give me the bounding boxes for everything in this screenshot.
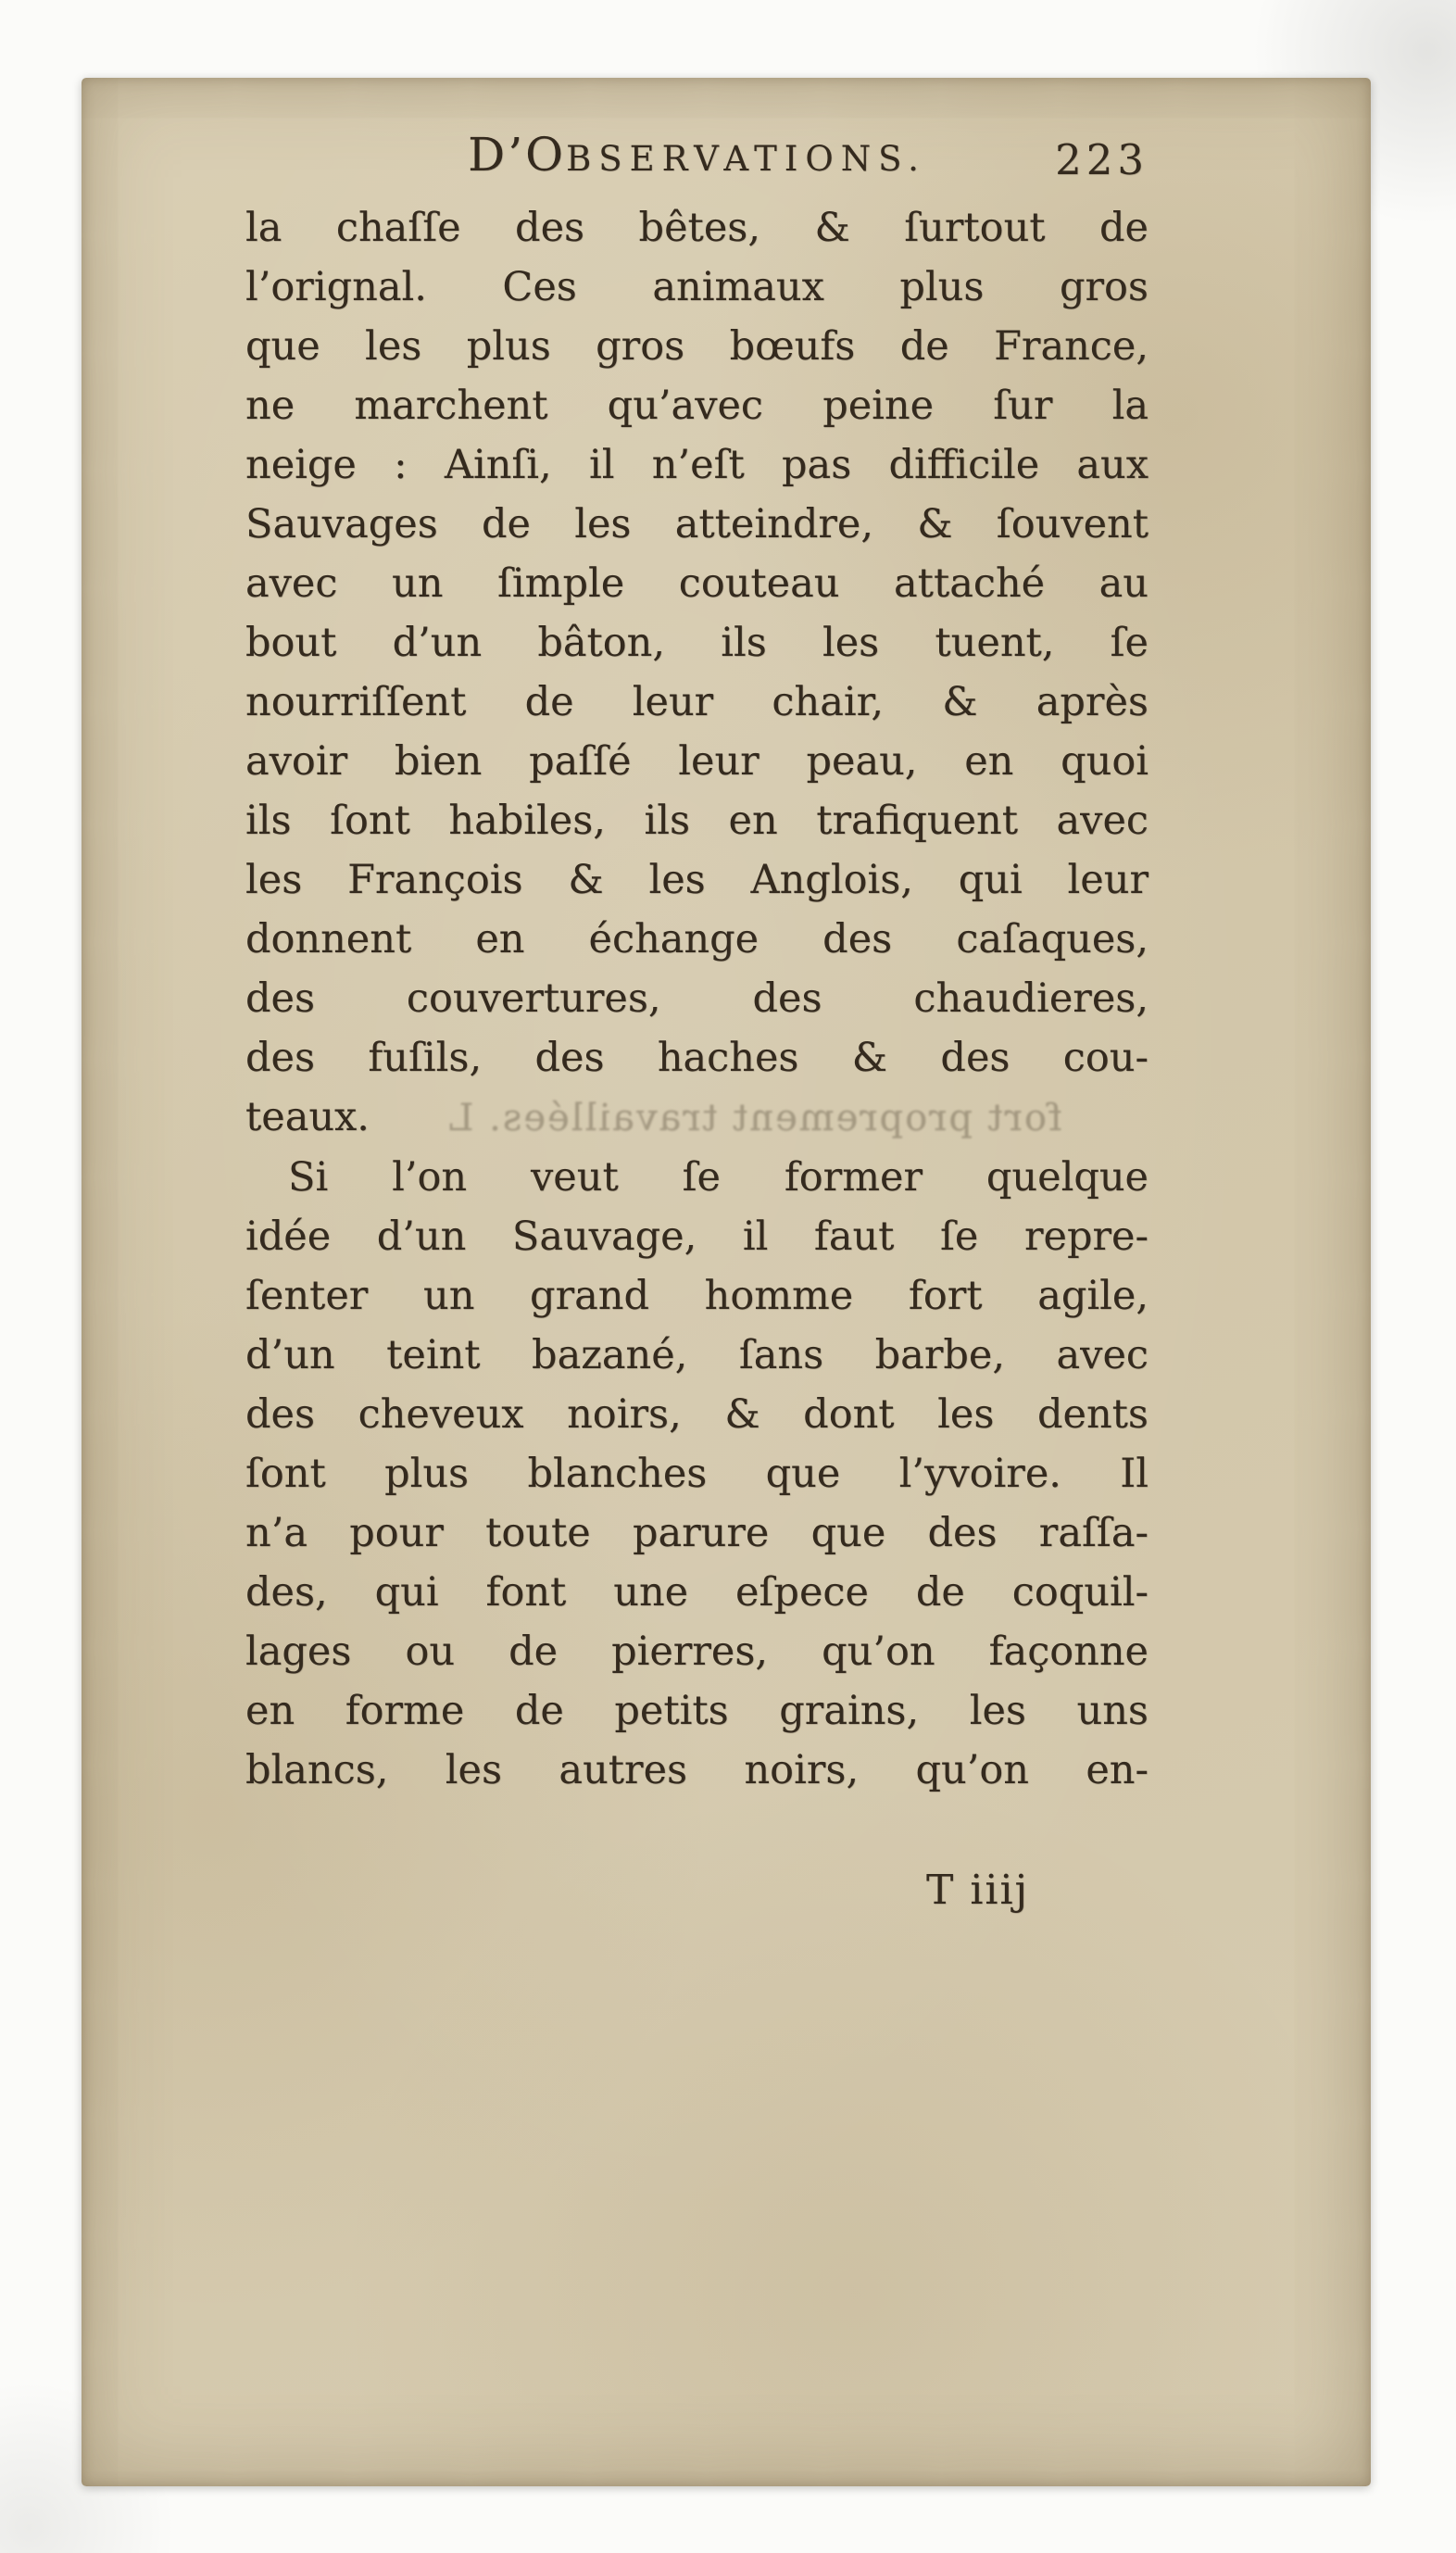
page-number: 223: [1055, 135, 1148, 184]
text-line: Si l’on veut ſe former quelque: [288, 1154, 1148, 1201]
paragraph-2: [245, 1148, 1148, 1800]
book-page: [82, 78, 1371, 2486]
text-line: ſenter un grand homme fort agile,: [245, 1273, 1148, 1319]
running-header: [245, 128, 1148, 195]
text-line: neige : Ainſi, il n’eſt pas difficile aux: [245, 442, 1148, 488]
paragraph-1: [245, 198, 1148, 1148]
text-line: avec un ſimple couteau attaché au: [245, 560, 1148, 607]
text-line: donnent en échange des caſaques,: [245, 916, 1148, 962]
text-line: d’un teint bazané, ſans barbe, avec: [245, 1332, 1148, 1378]
text-line: que les plus gros bœufs de France,: [245, 323, 1148, 370]
text-line: des cheveux noirs, & dont les dents: [245, 1391, 1148, 1438]
text-line: blancs, les autres noirs, qu’on en-: [245, 1747, 1148, 1793]
signature-mark: T iiij: [926, 1867, 1030, 1914]
text-line: l’orignal. Ces animaux plus gros: [245, 264, 1148, 310]
header-title-initial: D’O: [468, 128, 567, 182]
text-line: n’a pour toute parure que des raſſa-: [245, 1510, 1148, 1556]
text-line: des fuſils, des haches & des cou-: [245, 1035, 1148, 1081]
text-column: [245, 128, 1148, 1920]
text-line: avoir bien paſſé leur peau, en quoi: [245, 738, 1148, 785]
text-line: en forme de petits grains, les uns: [245, 1688, 1148, 1734]
text-line: des, qui font une eſpece de coquil-: [245, 1569, 1148, 1616]
text-line: idée d’un Sauvage, il faut ſe repre-: [245, 1214, 1148, 1260]
text-line: Sauvages de les atteindre, & ſouvent: [245, 501, 1148, 547]
bleedthrough-text: fort proprement travaillées. L: [446, 1097, 1062, 1139]
text-line: les François & les Anglois, qui leur: [245, 857, 1148, 903]
text-line: nourriſſent de leur chair, & après: [245, 679, 1148, 725]
text-line: la chaſſe des bêtes, & ſurtout de: [245, 205, 1148, 251]
text-line-fragment: teaux.: [245, 1094, 370, 1140]
text-line: bout d’un bâton, ils les tuent, ſe: [245, 620, 1148, 666]
text-line: ils ſont habiles, ils en trafiquent avec: [245, 798, 1148, 844]
text-line: ſont plus blanches que l’yvoire. Il: [245, 1451, 1148, 1497]
text-line: ne marchent qu’avec peine ſur la: [245, 383, 1148, 429]
text-line: [245, 1088, 1148, 1148]
text-line: lages ou de pierres, qu’on façonne: [245, 1629, 1148, 1675]
text-line: des couvertures, des chaudieres,: [245, 975, 1148, 1022]
header-title: BSERVATIONS.: [566, 139, 926, 179]
